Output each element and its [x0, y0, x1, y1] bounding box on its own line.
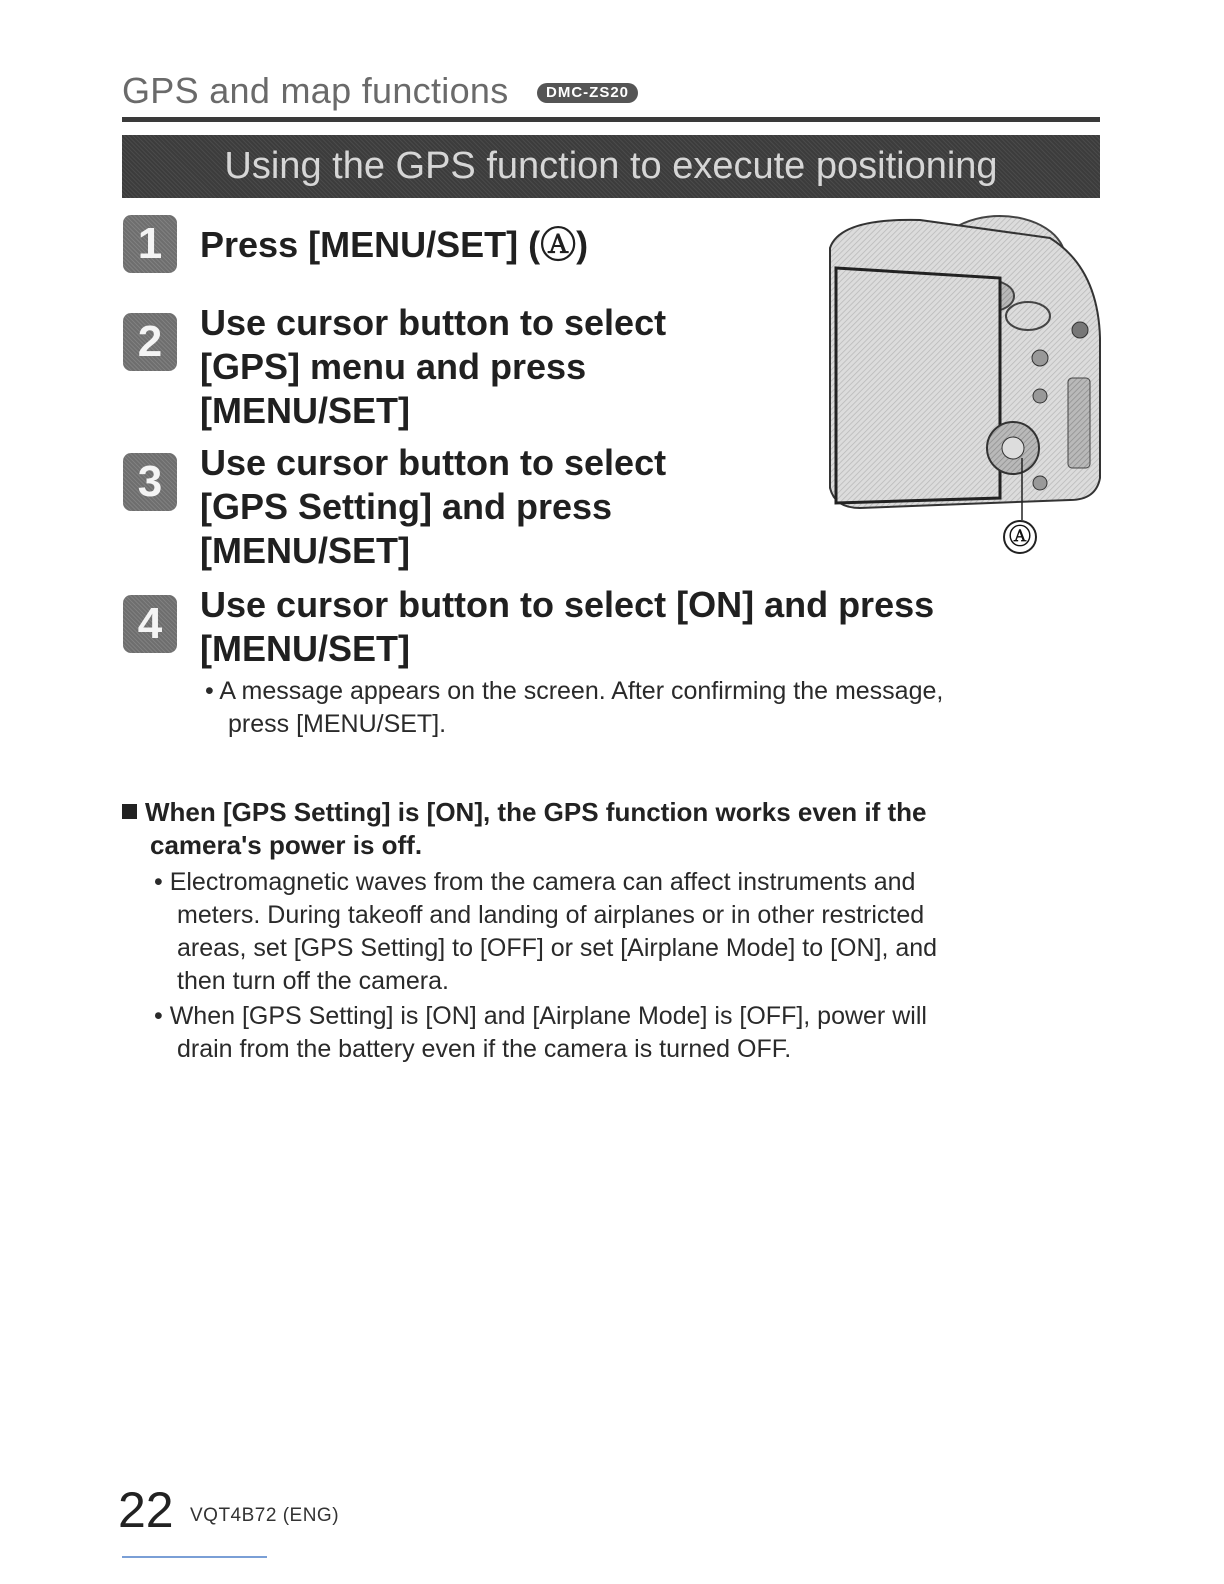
section-title: GPS and map functions [122, 70, 509, 111]
step-2-line: Use cursor button to select [200, 302, 667, 343]
step-4-note [205, 675, 1105, 741]
footer-rule [122, 1556, 267, 1558]
step-4-badge: 4 [123, 595, 177, 653]
step-2-line: [MENU/SET] [200, 390, 410, 431]
note-line: • A message appears on the screen. After confirming the message, [205, 677, 944, 705]
step-3-line: [MENU/SET] [200, 530, 410, 571]
step-4-line: Use cursor button to select [ON] and press [200, 584, 935, 625]
step-1-line: Press [MENU/SET] (Ⓐ) [200, 224, 589, 265]
section-banner: Using the GPS function to execute positioning [122, 135, 1100, 198]
step-3-line: Use cursor button to select [200, 442, 667, 483]
step-3-badge: 3 [123, 453, 177, 511]
info-bullet-line: areas, set [GPS Setting] to [OFF] or set [Airplane Mode] to [ON], and [177, 934, 938, 962]
info-heading-line-2: camera's power is off. [150, 830, 423, 860]
info-bullet-1 [154, 866, 1104, 998]
info-bullet-line: • When [GPS Setting] is [ON] and [Airplane Mode] is [OFF], power will [154, 1002, 927, 1030]
document-code: VQT4B72 (ENG) [190, 1505, 340, 1526]
step-2-text [200, 301, 666, 433]
step-3-line: [GPS Setting] and press [200, 486, 613, 527]
info-bullet-line: meters. During takeoff and landing of airplanes or in other restricted [177, 901, 925, 929]
callout-a-label: Ⓐ [1003, 520, 1037, 554]
camera-icon [800, 208, 1105, 563]
info-bullet-line: drain from the battery even if the camera is turned OFF. [177, 1035, 792, 1063]
info-heading-line-1 [122, 796, 1082, 829]
info-heading-text: When [GPS Setting] is [ON], the GPS function works even if the [145, 797, 927, 827]
square-bullet-icon [122, 804, 137, 819]
step-2-line: [GPS] menu and press [200, 346, 587, 387]
info-bullet-line: • Electromagnetic waves from the camera can affect instruments and [154, 868, 916, 896]
step-1-badge: 1 [123, 215, 177, 273]
step-2-badge: 2 [123, 313, 177, 371]
header-rule [122, 117, 1100, 122]
step-4-line: [MENU/SET] [200, 628, 410, 669]
page-number: 22 [118, 1482, 174, 1538]
info-heading [122, 796, 1082, 862]
step-1-text [200, 223, 588, 267]
note-line: press [MENU/SET]. [228, 710, 447, 738]
info-bullet-2 [154, 1000, 1104, 1066]
model-badge: DMC-ZS20 [537, 83, 638, 103]
info-bullet-line: then turn off the camera. [177, 967, 449, 995]
step-4-text [200, 583, 934, 671]
step-3-text [200, 441, 666, 573]
